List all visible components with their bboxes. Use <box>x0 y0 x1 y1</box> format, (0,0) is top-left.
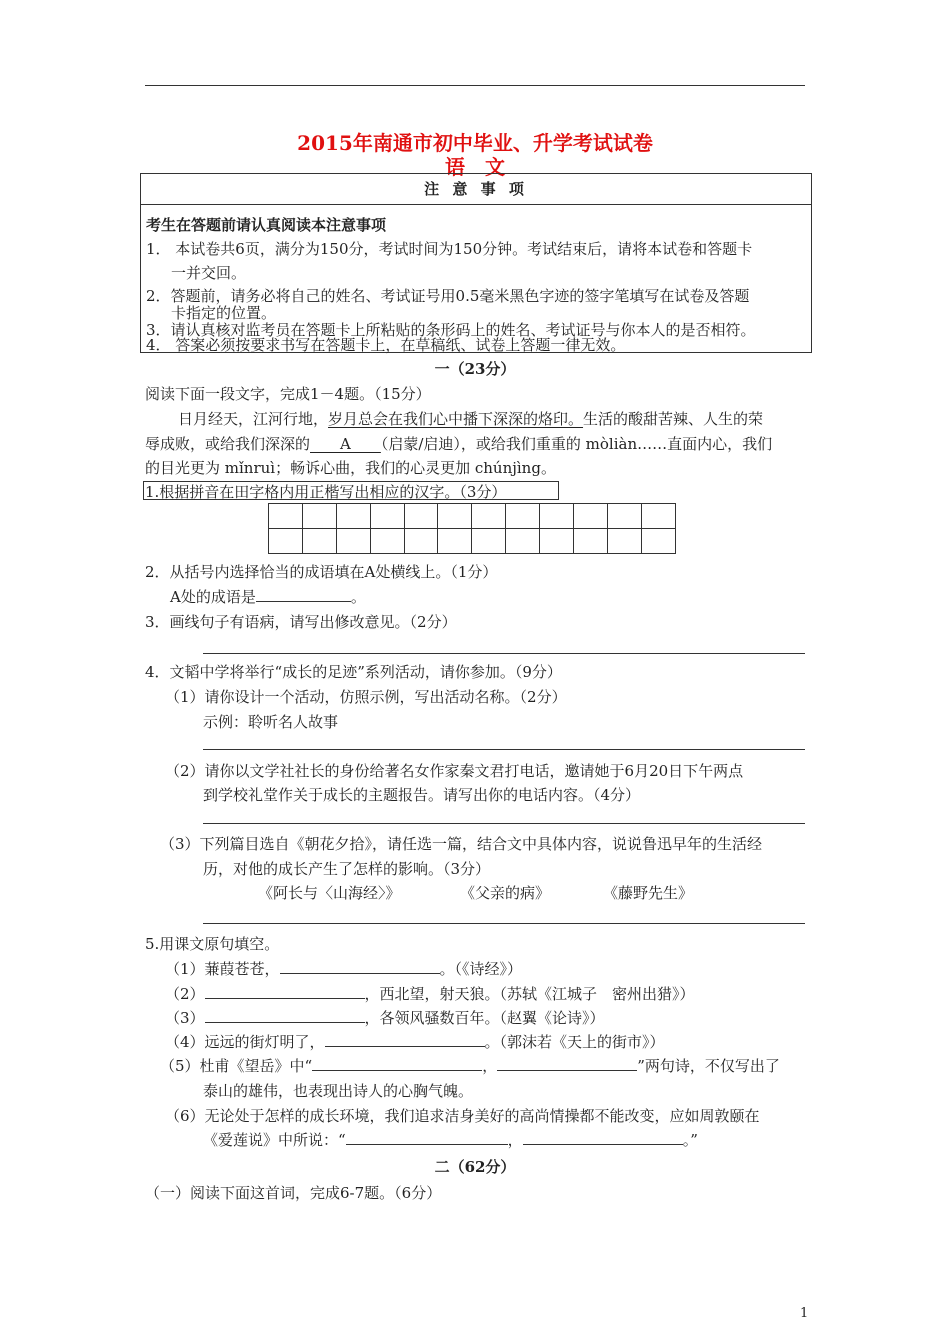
passage-line-2-b: （启蒙/启迪），或给我们重重的 mòliàn……直面内心，我们 <box>380 435 773 453</box>
question-1: 1.根据拼音在田字格内用正楷写出相应的汉字。（3分） <box>145 483 507 501</box>
grid-cell[interactable] <box>641 504 675 529</box>
grid-cell[interactable] <box>641 529 675 554</box>
q5-3-a: （3） <box>165 1009 205 1027</box>
q5-5-a: （5）杜甫《望岳》中“ <box>160 1057 313 1075</box>
q5-6-a: 《爱莲说》中所说：“ <box>203 1131 346 1149</box>
q5-item-6-line-2 <box>203 1129 698 1150</box>
question-4: 4．文韬中学将举行“成长的足迹”系列活动，请你参加。（9分） <box>145 663 562 681</box>
passage-line-1 <box>178 408 763 429</box>
q2-end: 。 <box>350 588 366 606</box>
q5-5-blank-2[interactable] <box>497 1056 637 1071</box>
question-4-1: （1）请你设计一个活动，仿照示例，写出活动名称。（2分） <box>165 688 567 706</box>
q5-4-b: 。（郭沫若《天上的街市》） <box>484 1033 665 1051</box>
grid-cell[interactable] <box>336 529 370 554</box>
question-3: 3．画线句子有语病，请写出修改意见。（2分） <box>145 613 457 631</box>
grid-cell[interactable] <box>438 504 472 529</box>
q5-6-blank-2[interactable] <box>523 1130 683 1145</box>
q2-blank[interactable] <box>256 587 351 602</box>
passage-line-1-b: 生活的酸甜苦辣、人生的荣 <box>583 410 764 428</box>
question-4-2-line-2: 到学校礼堂作关于成长的主题报告。请写出你的电话内容。（4分） <box>203 786 641 804</box>
question-2-answer-line <box>170 586 366 607</box>
grid-cell[interactable] <box>404 504 438 529</box>
q5-3-blank[interactable] <box>205 1008 365 1023</box>
q4-2-answer-line[interactable] <box>203 823 805 824</box>
grid-cell[interactable] <box>438 529 472 554</box>
q5-6-c: 。” <box>682 1131 698 1149</box>
q5-5-b: ， <box>482 1057 498 1075</box>
q5-4-blank[interactable] <box>325 1032 485 1047</box>
section-2-heading: 二（62分） <box>434 1158 516 1176</box>
notice-heading: 注 意 事 项 <box>141 174 811 205</box>
q5-1-a: （1）蒹葭苍苍， <box>165 960 280 978</box>
question-5: 5.用课文原句填空。 <box>145 935 280 953</box>
q5-3-b: ，各领风骚数百年。（赵翼《论诗》） <box>364 1009 605 1027</box>
grid-cell[interactable] <box>302 529 336 554</box>
notice-item-2-cont: 卡指定的位置。 <box>171 304 277 322</box>
question-4-3-line-1: （3）下列篇目选自《朝花夕拾》，请任选一篇，结合文中具体内容，说说鲁迅早年的生活经 <box>160 835 763 853</box>
passage-line-3: 的目光更为 mǐnruì；畅诉心曲，我们的心灵更加 chúnjìng。 <box>145 459 556 477</box>
grid-cell[interactable] <box>302 504 336 529</box>
book-title-2: 《父亲的病》 <box>460 884 551 902</box>
grid-cell[interactable] <box>506 504 540 529</box>
exam-title: 2015年南通市初中毕业、升学考试试卷 <box>297 131 653 155</box>
exam-subject: 语 文 <box>445 155 505 179</box>
grid-row <box>269 529 676 554</box>
grid-cell[interactable] <box>472 529 506 554</box>
grid-cell[interactable] <box>574 529 608 554</box>
q5-item-2 <box>165 983 695 1004</box>
passage-line-2 <box>145 433 772 454</box>
passage-line-2-a: 辱成败，或给我们深深的 <box>145 435 311 453</box>
section-1-intro: 阅读下面一段文字，完成1－4题。（15分） <box>145 385 431 403</box>
notice-item-3: 3．请认真核对监考员在答题卡上所粘贴的条形码上的姓名、考试证号与你本人的是否相符。 <box>146 321 756 339</box>
grid-cell[interactable] <box>336 504 370 529</box>
grid-cell[interactable] <box>506 529 540 554</box>
q4-1-answer-line[interactable] <box>203 749 805 750</box>
q5-2-blank[interactable] <box>205 984 365 999</box>
passage-line-1-a: 日月经天，江河行地， <box>178 410 329 428</box>
top-rule <box>145 85 805 86</box>
q5-1-blank[interactable] <box>280 959 440 974</box>
notice-box <box>140 173 812 353</box>
notice-item-1-cont: 一并交回。 <box>171 264 247 282</box>
q5-item-5 <box>160 1055 780 1076</box>
passage-blank-a: A <box>310 435 381 453</box>
passage-underlined-sentence: 岁月总会在我们心中播下深深的烙印。 <box>328 410 584 428</box>
grid-cell[interactable] <box>472 504 506 529</box>
question-4-2-line-1: （2）请你以文学社社长的身份给著名女作家秦文君打电话，邀请她于6月20日下午两点 <box>165 762 744 780</box>
question-4-1-example: 示例：聆听名人故事 <box>203 713 339 731</box>
q5-4-a: （4）远远的街灯明了， <box>165 1033 325 1051</box>
q5-5-blank-1[interactable] <box>312 1056 482 1071</box>
q5-2-b: ，西北望，射天狼。（苏轼《江城子 密州出猎》） <box>364 985 695 1003</box>
q5-6-blank-1[interactable] <box>346 1130 508 1145</box>
notice-intro: 考生在答题前请认真阅读本注意事项 <box>146 216 387 234</box>
q5-2-a: （2） <box>165 985 205 1003</box>
grid-cell[interactable] <box>370 529 404 554</box>
section-1-heading: 一（23分） <box>434 360 516 378</box>
notice-item-1: 1． 本试卷共6页，满分为150分，考试时间为150分钟。考试结束后，请将本试卷和答题卡 <box>146 240 753 258</box>
q5-item-6-line-1: （6）无论处于怎样的成长环境，我们追求洁身美好的高尚情操都不能改变，应如周敦颐在 <box>165 1107 760 1125</box>
q5-1-b: 。（《诗经》） <box>439 960 523 978</box>
grid-cell[interactable] <box>370 504 404 529</box>
grid-cell[interactable] <box>574 504 608 529</box>
q5-item-3 <box>165 1007 605 1028</box>
tianzige-grid <box>268 503 676 554</box>
grid-cell[interactable] <box>404 529 438 554</box>
grid-cell[interactable] <box>607 504 641 529</box>
q5-item-4 <box>165 1031 665 1052</box>
q5-item-1 <box>165 958 522 979</box>
q5-item-5-line-2: 泰山的雄伟，也表现出诗人的心胸气魄。 <box>203 1082 474 1100</box>
grid-cell[interactable] <box>607 529 641 554</box>
q2-prompt: A处的成语是 <box>170 588 256 606</box>
question-2: 2．从括号内选择恰当的成语填在A处横线上。（1分） <box>145 563 498 581</box>
q4-3-answer-line[interactable] <box>203 923 805 924</box>
grid-cell[interactable] <box>540 529 574 554</box>
book-title-3: 《藤野先生》 <box>603 884 694 902</box>
book-title-1: 《阿长与〈山海经〉》 <box>258 884 401 902</box>
section-2-intro: （一）阅读下面这首词，完成6-7题。（6分） <box>145 1184 442 1202</box>
q5-6-b: ， <box>507 1131 523 1149</box>
question-4-3-line-2: 历，对他的成长产生了怎样的影响。（3分） <box>203 860 491 878</box>
grid-cell[interactable] <box>269 504 303 529</box>
q3-answer-line[interactable] <box>203 653 805 654</box>
grid-row <box>269 504 676 529</box>
notice-item-4: 4． 答案必须按要求书写在答题卡上，在草稿纸、试卷上答题一律无效。 <box>146 336 626 354</box>
notice-item-2: 2．答题前，请务必将自己的姓名、考试证号用0.5毫米黑色字迹的签字笔填写在试卷及答题 <box>146 287 750 305</box>
page-number: 1 <box>800 1306 809 1321</box>
grid-cell[interactable] <box>269 529 303 554</box>
grid-cell[interactable] <box>540 504 574 529</box>
q5-5-c: ”两句诗，不仅写出了 <box>637 1057 780 1075</box>
